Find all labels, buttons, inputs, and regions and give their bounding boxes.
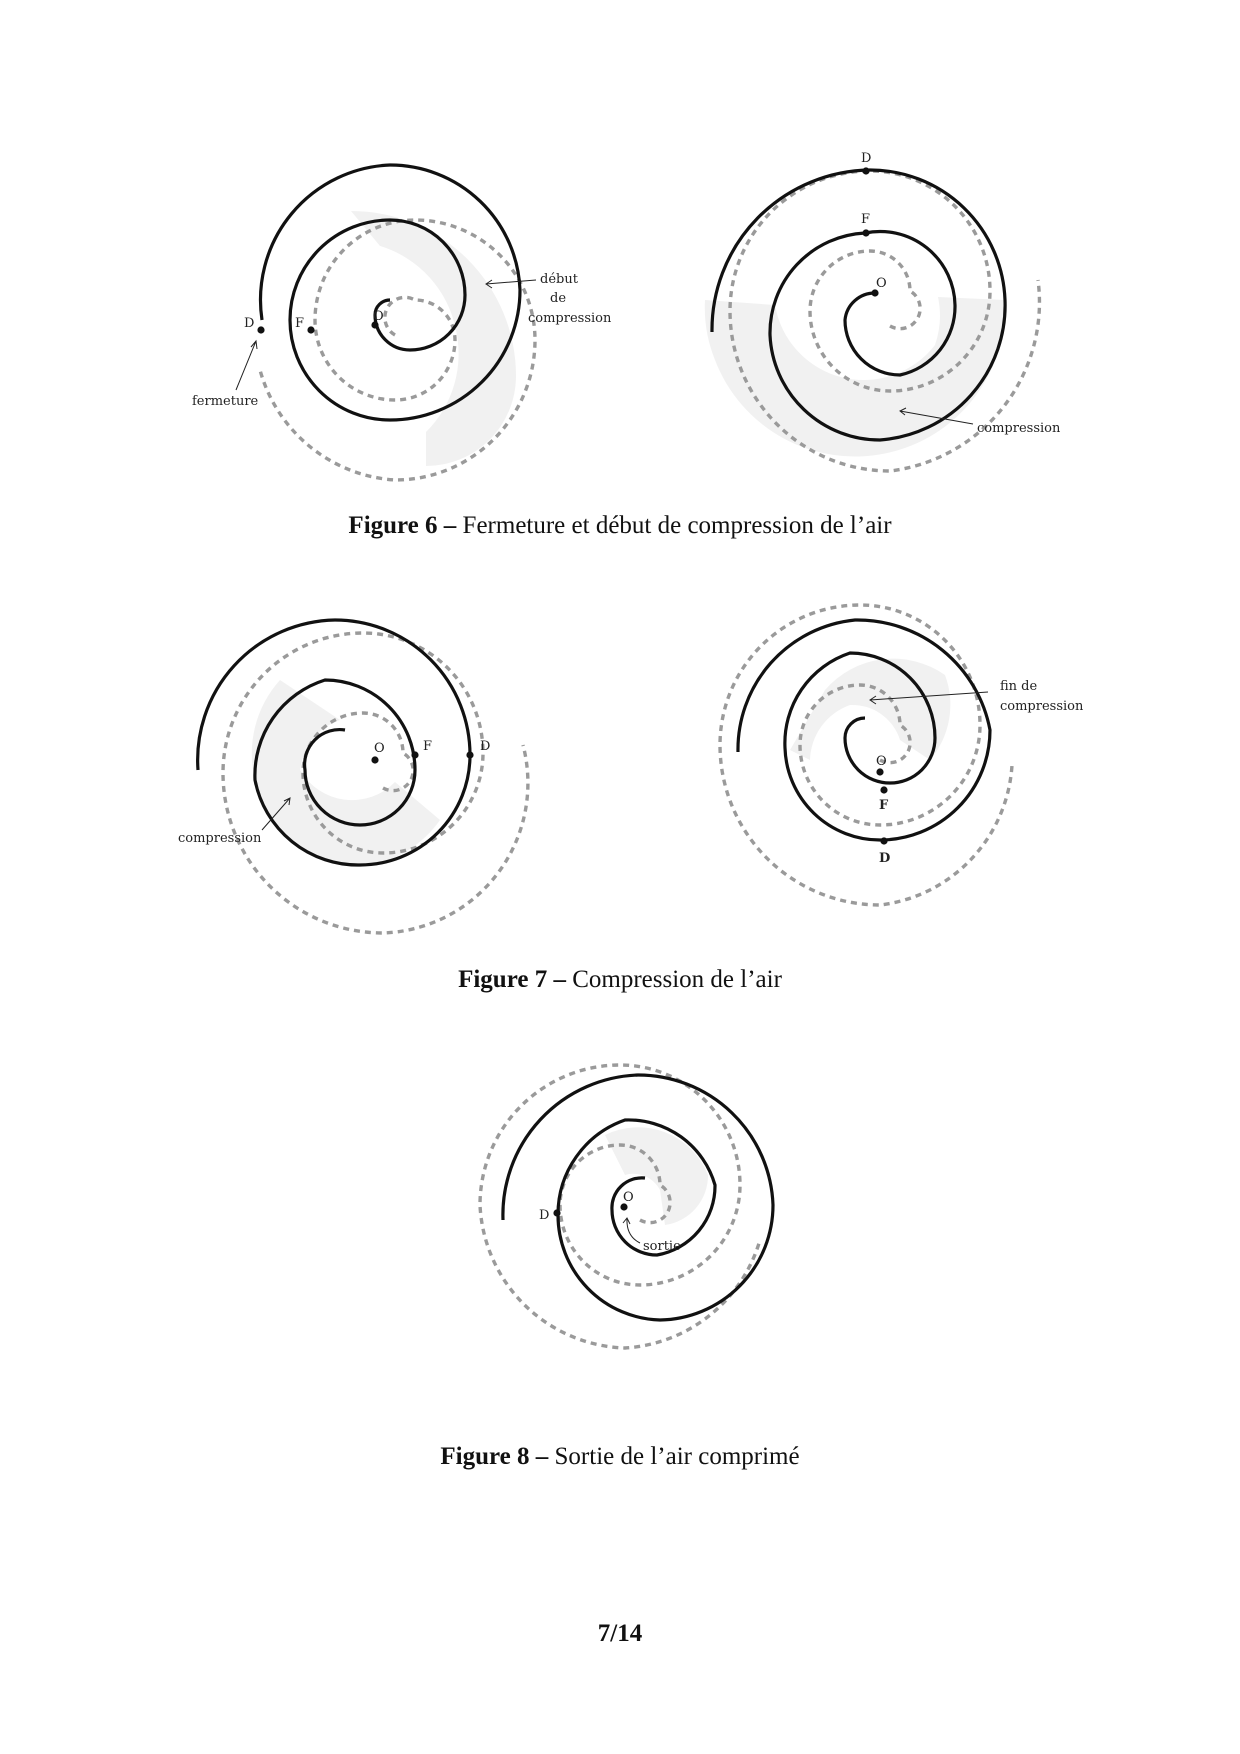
label-D: D (539, 1208, 550, 1223)
label-D: D (244, 316, 255, 331)
point-F (307, 326, 314, 333)
label-O: O (876, 276, 887, 291)
point-O (876, 768, 883, 775)
figure-title: Compression de l’air (572, 966, 782, 993)
figure-6-diagram-right (690, 145, 1090, 455)
figure-number: Figure 7 – (458, 966, 566, 993)
point-D (257, 326, 264, 333)
label-D: D (480, 739, 491, 754)
fixed-scroll-spiral (503, 1075, 773, 1320)
point-F (880, 786, 887, 793)
air-pocket (605, 1127, 708, 1225)
label-F: F (879, 798, 889, 813)
label-F: F (861, 212, 871, 227)
arrow-fermeture (236, 341, 257, 390)
point-D (880, 837, 887, 844)
label-compression: compression (178, 831, 262, 846)
figure-number: Figure 6 – (348, 512, 457, 539)
arrow-sortie (623, 1218, 640, 1243)
figure-7-diagram-left (170, 610, 550, 910)
moving-scroll-spiral (720, 605, 1012, 905)
fixed-scroll-spiral (738, 620, 990, 840)
label-sortie: sortie (643, 1239, 681, 1254)
point-D (553, 1209, 560, 1216)
point-F (862, 229, 869, 236)
figure-title: Fermeture et début de compression de l’air (462, 512, 892, 539)
point-D (466, 751, 473, 758)
page-number: 7/14 (597, 1620, 643, 1647)
label-fin-de: fin de (1000, 679, 1038, 694)
figure-title: Sortie de l’air comprimé (554, 1443, 800, 1470)
figure-number: Figure 8 – (440, 1443, 549, 1470)
label-D: D (861, 151, 872, 166)
label-compression: compression (977, 421, 1061, 436)
point-F (411, 751, 418, 758)
air-pocket (705, 297, 1005, 457)
point-O (371, 756, 378, 763)
figure-8-caption (0, 1443, 1240, 1471)
figure-6-diagram-left (150, 170, 640, 470)
label-O: O (374, 741, 385, 756)
label-F: F (295, 316, 305, 331)
label-de: de (550, 291, 567, 306)
label-compression: compression (1000, 699, 1084, 714)
arrow-debut-compression (486, 280, 536, 288)
moving-scroll-spiral (480, 1065, 760, 1348)
label-compression: compression (528, 311, 612, 326)
figure-6-caption (0, 512, 1240, 540)
figure-8-diagram (490, 1060, 790, 1360)
label-O: O (623, 1190, 634, 1205)
label-O: O (373, 309, 384, 324)
label-D: D (879, 851, 891, 866)
label-F: F (423, 739, 433, 754)
label-debut: début (540, 272, 578, 287)
point-D (862, 167, 869, 174)
figure-7-diagram-right (730, 610, 1100, 910)
label-O: O (876, 754, 887, 769)
label-fermeture: fermeture (192, 394, 259, 409)
figure-7-caption (0, 966, 1240, 994)
